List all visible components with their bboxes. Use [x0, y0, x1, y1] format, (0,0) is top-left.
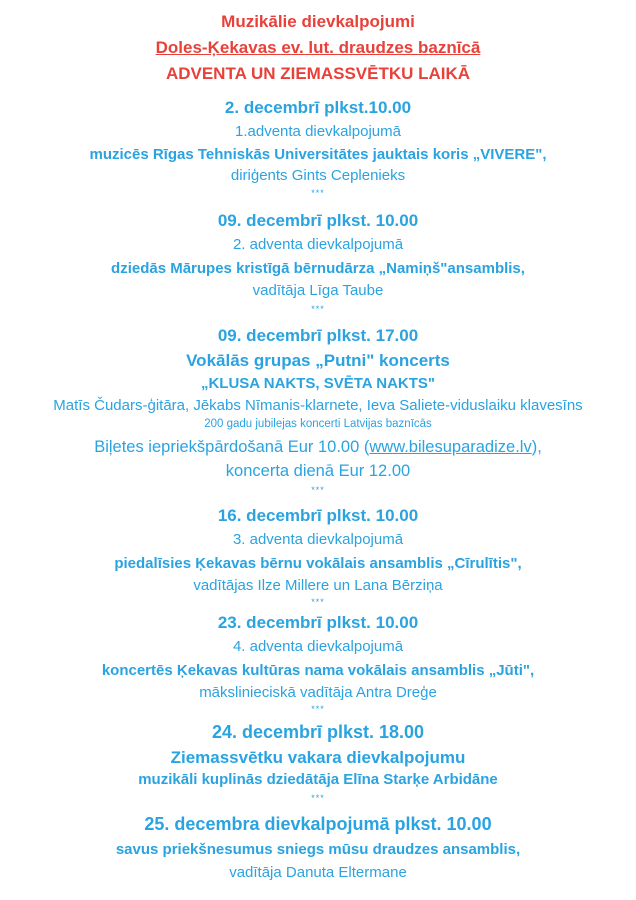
- event-3-title: Vokālās grupas „Putni" koncerts: [186, 351, 450, 370]
- separator: ***: [311, 485, 325, 495]
- event-7-date: 25. decembra dievkalpojumā plkst. 10.00: [144, 814, 492, 834]
- event-2-performer: dziedās Mārupes kristīgā bērnudārza „Namiņš"ansamblis,: [111, 260, 525, 277]
- event-3-date: 09. decembrī plkst. 17.00: [217, 326, 419, 345]
- event-4-title: 3. adventa dievkalpojumā: [232, 531, 404, 548]
- header-church: Doles-Ķekavas ev. lut. draudzes baznīcā: [155, 38, 481, 57]
- event-3-tickets-day: koncerta dienā Eur 12.00: [225, 462, 411, 480]
- event-5-performer: koncertēs Ķekavas kultūras nama vokālais ansamblis „Jūti",: [101, 662, 535, 679]
- event-5-date: 23. decembrī plkst. 10.00: [217, 613, 419, 632]
- event-1-title: 1.adventa dievkalpojumā: [235, 123, 401, 140]
- event-1-date: 2. decembrī plkst.10.00: [224, 98, 412, 117]
- event-6-performer: muzikāli kuplinās dziedātāja Elīna Starķe Arbidāne: [138, 771, 498, 788]
- event-2-title: 2. adventa dievkalpojumā: [232, 236, 404, 253]
- event-5-leader: mākslinieciskā vadītāja Antra Dreģe: [199, 684, 437, 701]
- event-2-leader: vadītāja Līga Taube: [252, 282, 384, 299]
- event-3-performers: Matīs Čudars-ģitāra, Jēkabs Nīmanis-klarnete, Ieva Saliete-viduslaiku klavesīns: [53, 397, 583, 414]
- event-3-tickets: [0, 439, 636, 456]
- event-3-note: 200 gadu jubilejas koncerti Latvijas baznīcās: [204, 418, 432, 430]
- separator: ***: [311, 304, 325, 314]
- event-4-performer: piedalīsies Ķekavas bērnu vokālais ansamblis „Cīrulītis",: [114, 555, 522, 572]
- tickets-text-end: ),: [531, 438, 542, 456]
- event-7-performer: savus priekšnesumus sniegs mūsu draudzes ansamblis,: [115, 841, 521, 858]
- event-6-title: Ziemassvētku vakara dievkalpojumu: [170, 748, 466, 767]
- separator: ***: [311, 793, 325, 803]
- header-season: ADVENTA UN ZIEMASSVĒTKU LAIKĀ: [165, 64, 471, 83]
- event-4-date: 16. decembrī plkst. 10.00: [217, 506, 419, 525]
- event-2-date: 09. decembrī plkst. 10.00: [217, 211, 419, 230]
- event-3-subtitle: „KLUSA NAKTS, SVĒTA NAKTS": [200, 375, 436, 392]
- event-7-leader: vadītāja Danuta Eltermane: [229, 864, 407, 881]
- tickets-link[interactable]: www.bilesuparadize.lv: [369, 438, 532, 456]
- event-4-leader: vadītājas Ilze Millere un Lana Bērziņa: [193, 577, 443, 594]
- tickets-text: Biļetes iepriekšpārdošanā Eur 10.00 (: [94, 438, 370, 456]
- event-5-title: 4. adventa dievkalpojumā: [232, 638, 404, 655]
- event-1-performer: muzicēs Rīgas Tehniskās Universitātes jauktais koris „VIVERE",: [89, 146, 547, 163]
- header-title: Muzikālie dievkalpojumi: [221, 12, 415, 31]
- event-1-leader: diriģents Gints Ceplenieks: [230, 167, 406, 184]
- separator: ***: [311, 188, 325, 198]
- separator: ***: [311, 597, 325, 607]
- separator: ***: [311, 704, 325, 714]
- event-6-date: 24. decembrī plkst. 18.00: [211, 722, 425, 742]
